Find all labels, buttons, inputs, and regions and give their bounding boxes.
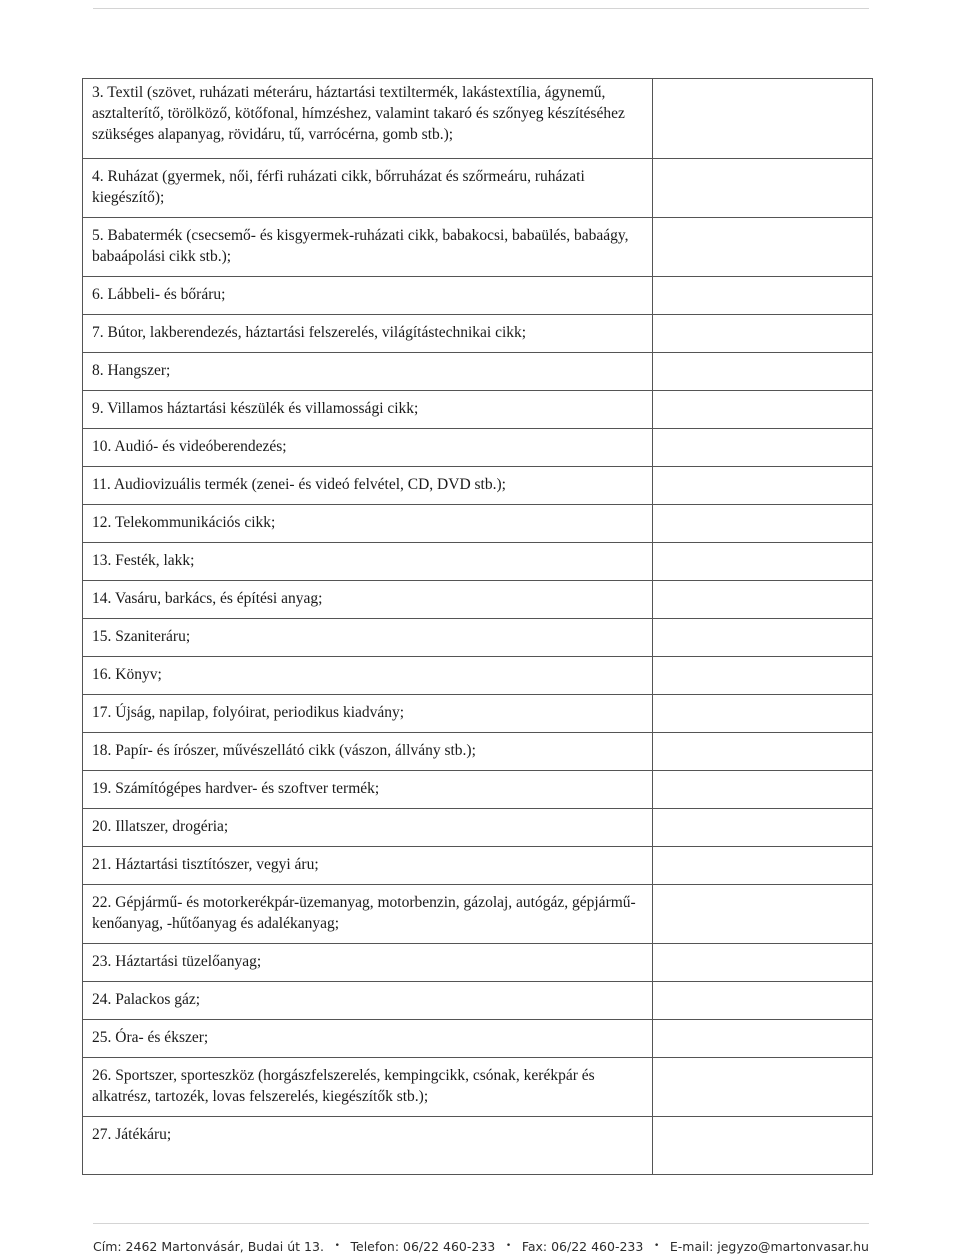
top-rule [93, 8, 869, 9]
category-cell: 8. Hangszer; [83, 353, 653, 391]
empty-cell [653, 885, 873, 944]
footer-address: Cím: 2462 Martonvásár, Budai út 13. [93, 1238, 324, 1254]
category-cell: 10. Audió- és videóberendezés; [83, 429, 653, 467]
empty-cell [653, 1117, 873, 1175]
table-row [83, 429, 873, 467]
table-row [83, 657, 873, 695]
category-cell: 18. Papír- és írószer, művészellátó cikk (vászon, állvány stb.); [83, 733, 653, 771]
table-row [83, 771, 873, 809]
category-cell: 4. Ruházat (gyermek, női, férfi ruházati cikk, bőrruházat és szőrmeáru, ruházati kiegészítő); [83, 159, 653, 218]
category-cell: 20. Illatszer, drogéria; [83, 809, 653, 847]
table-row [83, 847, 873, 885]
empty-cell [653, 353, 873, 391]
table-row [83, 391, 873, 429]
table-row [83, 809, 873, 847]
category-cell: 27. Játékáru; [83, 1117, 653, 1175]
empty-cell [653, 79, 873, 159]
table-row [83, 1117, 873, 1175]
empty-cell [653, 733, 873, 771]
table-row [83, 695, 873, 733]
category-cell: 22. Gépjármű- és motorkerékpár-üzemanyag, motorbenzin, gázolaj, autógáz, gépjármű-kenőanyag, -hűtőanyag és adalékanyag; [83, 885, 653, 944]
empty-cell [653, 159, 873, 218]
table-row [83, 733, 873, 771]
footer-phone: Telefon: 06/22 460-233 [350, 1238, 496, 1254]
category-cell: 24. Palackos gáz; [83, 982, 653, 1020]
table-row [83, 467, 873, 505]
footer-fax: Fax: 06/22 460-233 [521, 1238, 644, 1254]
empty-cell [653, 467, 873, 505]
table-row [83, 505, 873, 543]
empty-cell [653, 695, 873, 733]
table-row [83, 315, 873, 353]
empty-cell [653, 944, 873, 982]
category-cell: 26. Sportszer, sporteszköz (horgászfelszerelés, kempingcikk, csónak, kerékpár és alkatrész, tartozék, lovas felszerelés, kiegészítők stb.); [83, 1058, 653, 1117]
category-cell: 21. Háztartási tisztítószer, vegyi áru; [83, 847, 653, 885]
table-row [83, 581, 873, 619]
category-cell: 13. Festék, lakk; [83, 543, 653, 581]
empty-cell [653, 581, 873, 619]
category-cell: 12. Telekommunikációs cikk; [83, 505, 653, 543]
empty-cell [653, 543, 873, 581]
table-row [83, 885, 873, 944]
empty-cell [653, 429, 873, 467]
category-cell: 16. Könyv; [83, 657, 653, 695]
empty-cell [653, 315, 873, 353]
category-cell: 14. Vasáru, barkács, és építési anyag; [83, 581, 653, 619]
table-row [83, 218, 873, 277]
empty-cell [653, 847, 873, 885]
bullet-separator-icon: • [653, 1241, 660, 1251]
category-cell: 3. Textil (szövet, ruházati méteráru, háztartási textiltermék, lakástextília, ágynemű, asztalterítő, törölköző, kötőfonal, hímzéshez, valamint takaró és szőnyeg készítéséhez szükséges alapanyag, rövidáru, tű, varrócérna, gomb stb.); [83, 79, 653, 159]
product-category-table [82, 78, 873, 1175]
table-row [83, 159, 873, 218]
category-cell: 5. Babatermék (csecsemő- és kisgyermek-ruházati cikk, babakocsi, babaülés, babaágy, babaápolási cikk stb.); [83, 218, 653, 277]
table-row [83, 619, 873, 657]
empty-cell [653, 218, 873, 277]
bullet-separator-icon: • [505, 1241, 512, 1251]
empty-cell [653, 809, 873, 847]
table-row [83, 79, 873, 159]
empty-cell [653, 1058, 873, 1117]
category-cell: 25. Óra- és ékszer; [83, 1020, 653, 1058]
category-cell: 15. Szaniteráru; [83, 619, 653, 657]
table-row [83, 1058, 873, 1117]
table-row [83, 1020, 873, 1058]
category-cell: 11. Audiovizuális termék (zenei- és videó felvétel, CD, DVD stb.); [83, 467, 653, 505]
empty-cell [653, 982, 873, 1020]
empty-cell [653, 277, 873, 315]
category-cell: 7. Bútor, lakberendezés, háztartási felszerelés, világítástechnikai cikk; [83, 315, 653, 353]
empty-cell [653, 391, 873, 429]
category-cell: 9. Villamos háztartási készülék és villamossági cikk; [83, 391, 653, 429]
footer [93, 1236, 869, 1256]
footer-rule [93, 1223, 869, 1224]
empty-cell [653, 771, 873, 809]
table-row [83, 277, 873, 315]
table-row [83, 543, 873, 581]
table-row [83, 982, 873, 1020]
empty-cell [653, 657, 873, 695]
category-cell: 19. Számítógépes hardver- és szoftver termék; [83, 771, 653, 809]
empty-cell [653, 619, 873, 657]
category-cell: 6. Lábbeli- és bőráru; [83, 277, 653, 315]
table-row [83, 353, 873, 391]
category-cell: 17. Újság, napilap, folyóirat, periodikus kiadvány; [83, 695, 653, 733]
empty-cell [653, 1020, 873, 1058]
category-cell: 23. Háztartási tüzelőanyag; [83, 944, 653, 982]
footer-email: E-mail: jegyzo@martonvasar.hu [669, 1238, 869, 1254]
table-row [83, 944, 873, 982]
bullet-separator-icon: • [334, 1241, 340, 1251]
empty-cell [653, 505, 873, 543]
